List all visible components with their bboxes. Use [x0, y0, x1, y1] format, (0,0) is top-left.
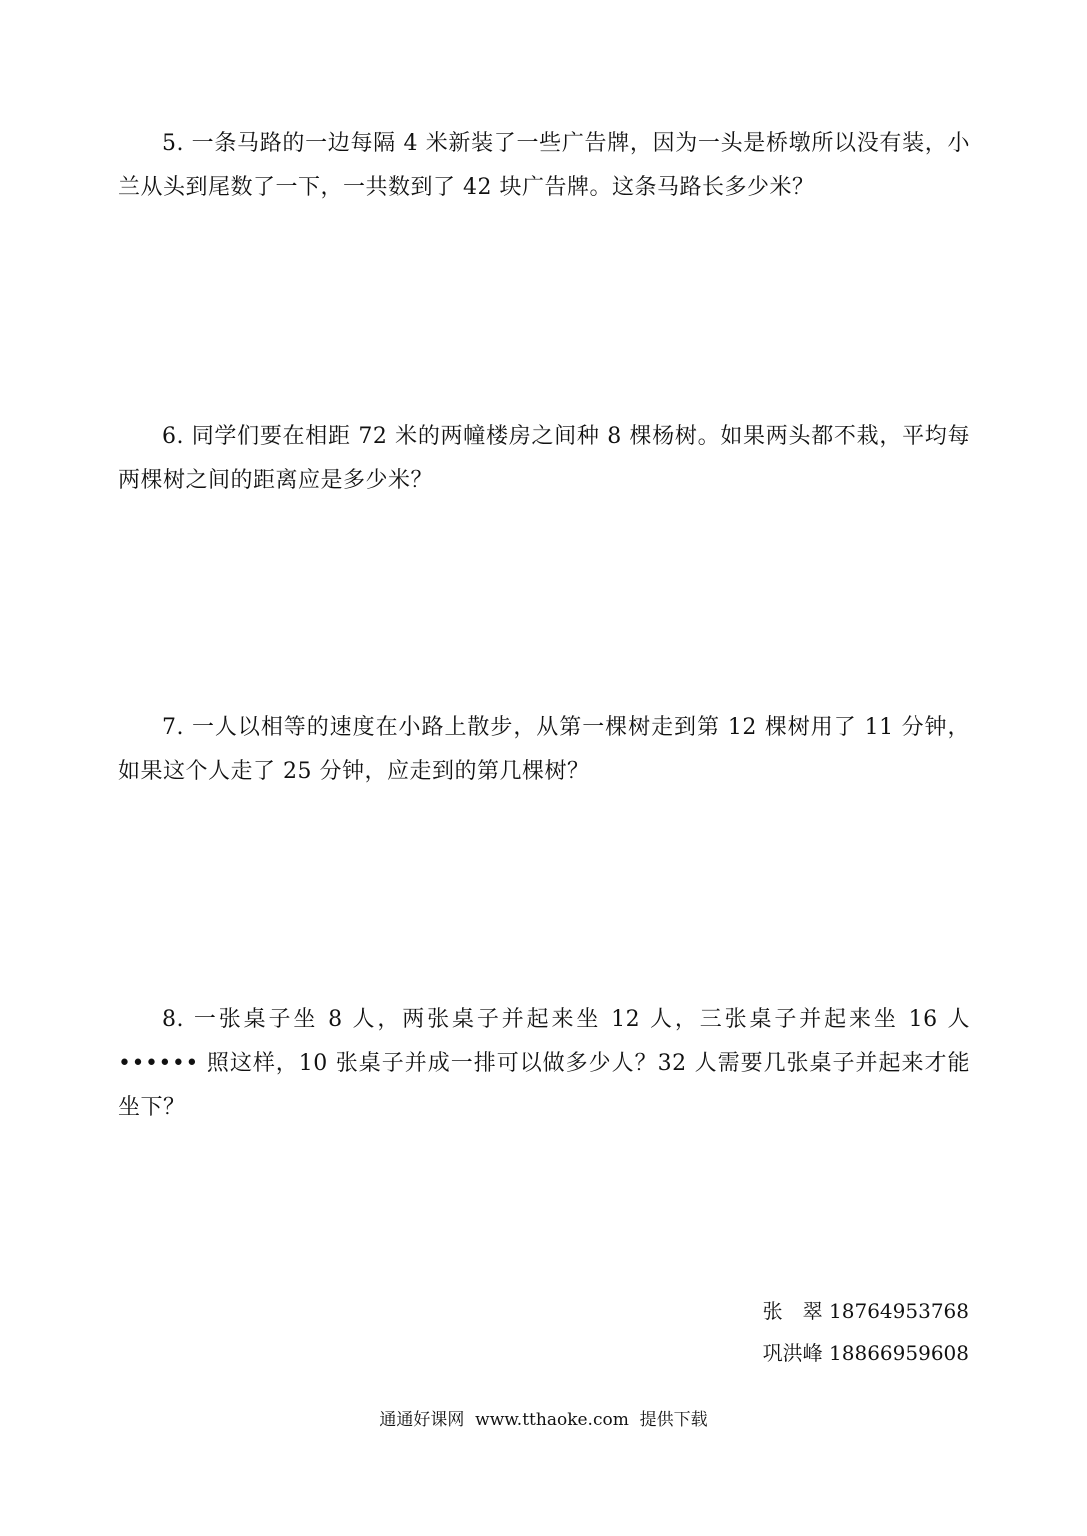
contact-phone: 18866959608	[829, 1341, 969, 1365]
contact-name: 张 翠	[762, 1299, 823, 1323]
contact-line	[763, 1290, 969, 1332]
contact-name: 巩洪峰	[762, 1341, 823, 1365]
question-5: 5. 一条马路的一边每隔 4 米新装了一些广告牌，因为一头是桥墩所以没有装，小兰从头到尾数了一下，一共数到了 42 块广告牌。这条马路长多少米？	[118, 131, 970, 200]
question-7: 7. 一人以相等的速度在小路上散步，从第一棵树走到第 12 棵树用了 11 分钟，如果这个人走了 25 分钟，应走到的第几棵树？	[118, 715, 970, 784]
question-8: 8. 一张桌子坐 8 人，两张桌子并起来坐 12 人，三张桌子并起来坐 16 人 •••••• 照这样，10 张桌子并成一排可以做多少人？32 人需要几张桌子并起来才能坐下？	[118, 1007, 970, 1120]
contact-phone: 18764953768	[829, 1299, 969, 1323]
page-footer: 通通好课网 www.tthaoke.com 提供下载	[379, 1410, 708, 1430]
contact-block	[763, 1290, 969, 1374]
contact-line	[763, 1332, 969, 1374]
question-6: 6. 同学们要在相距 72 米的两幢楼房之间种 8 棵杨树。如果两头都不栽，平均每两棵树之间的距离应是多少米？	[118, 424, 970, 493]
